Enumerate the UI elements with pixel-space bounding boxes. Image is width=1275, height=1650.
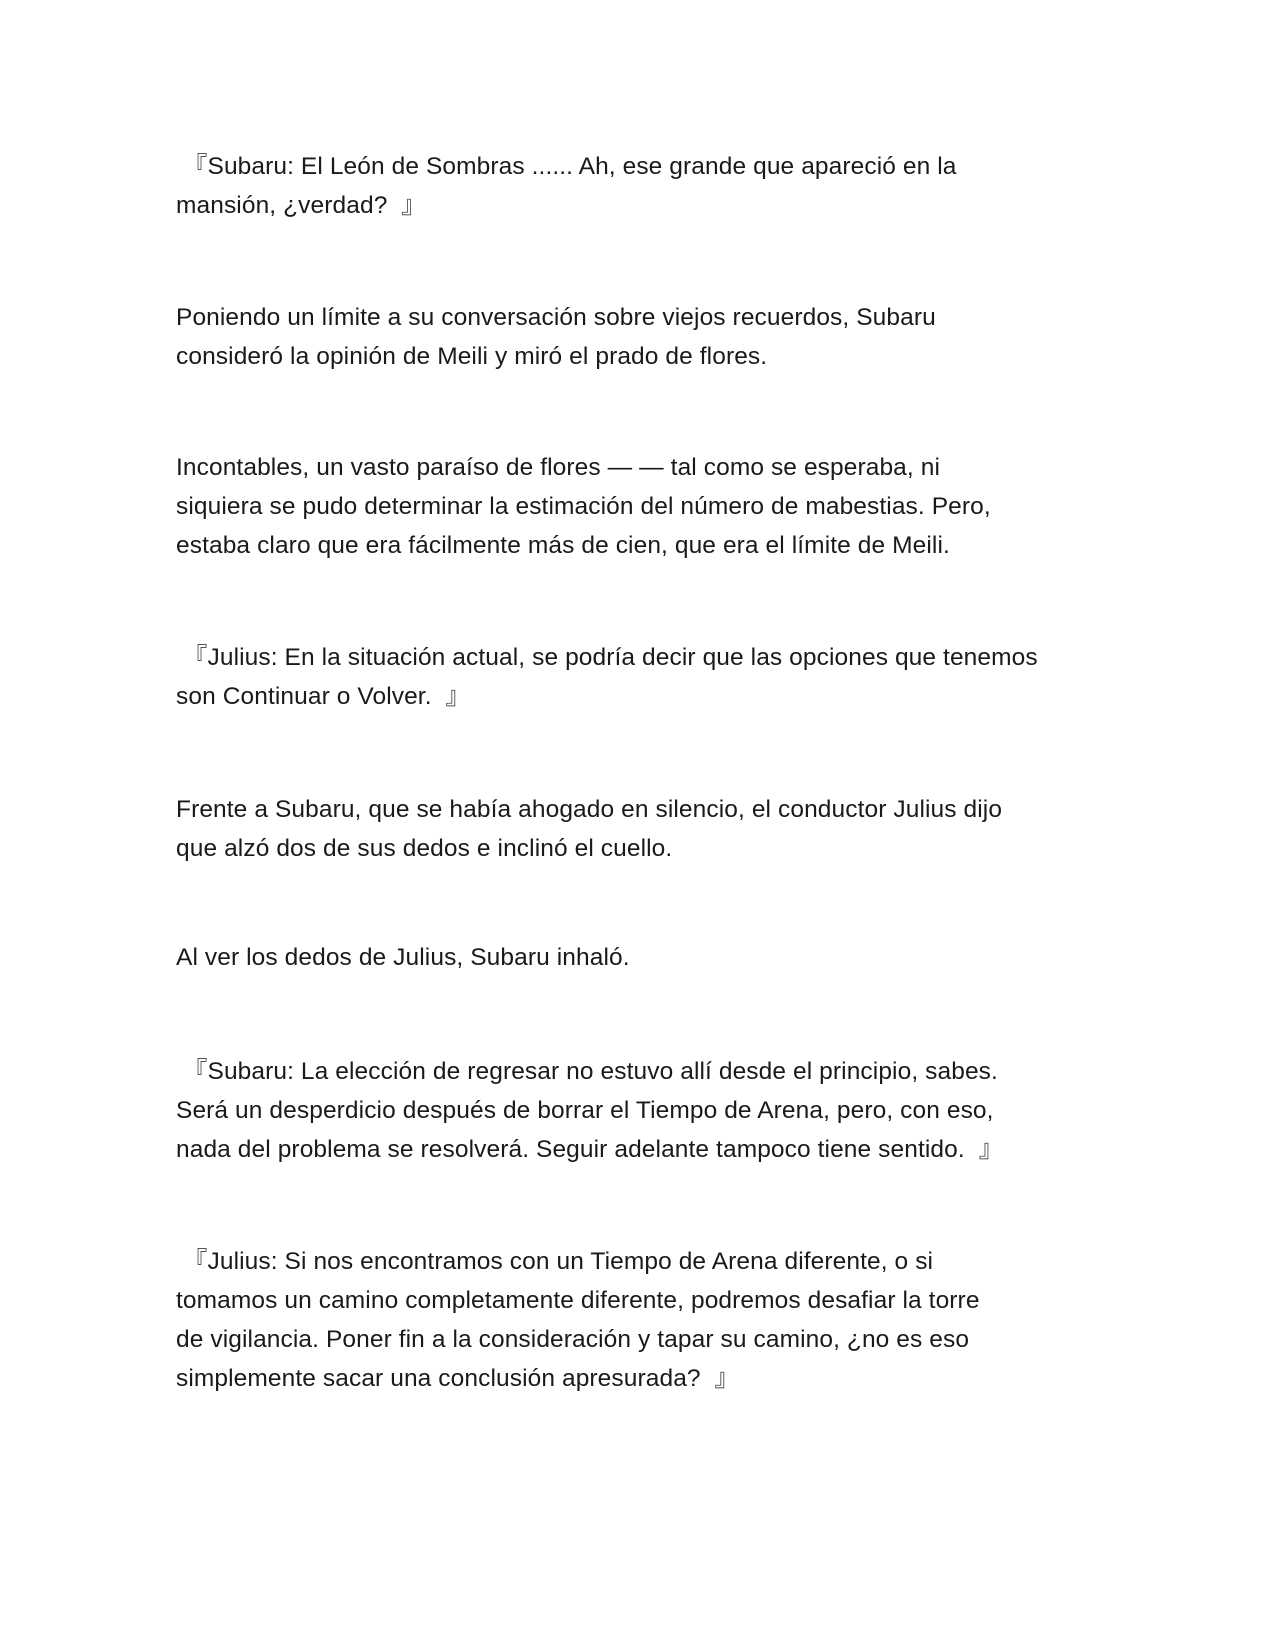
narration-paragraph: Al ver los dedos de Julius, Subaru inhaló. bbox=[176, 944, 630, 971]
narration-paragraph: Poniendo un límite a su conversación sobre viejos recuerdos, Subaru consideró la opinión de Meili y miró el prado de flores. bbox=[176, 304, 936, 370]
dialogue-paragraph: 『Subaru: El León de Sombras ...... Ah, ese grande que apareció en la mansión, ¿verdad? 』 bbox=[176, 153, 957, 219]
narration-paragraph: Incontables, un vasto paraíso de flores — — tal como se esperaba, ni siquiera se pudo determinar la estimación del número de mabestias. Pero, estaba claro que era fácilmente más de cien, que era el límite de Meili. bbox=[176, 454, 991, 559]
dialogue-paragraph: 『Julius: Si nos encontramos con un Tiempo de Arena diferente, o si tomamos un camino completamente diferente, podremos desafiar la torre de vigilancia. Poner fin a la consideración y tapar su camino, ¿no es eso simplemente sacar una conclusión apresurada? 』 bbox=[176, 1248, 980, 1392]
dialogue-paragraph: 『Julius: En la situación actual, se podría decir que las opciones que tenemos son Continuar o Volver. 』 bbox=[176, 644, 1038, 710]
dialogue-paragraph: 『Subaru: La elección de regresar no estuvo allí desde el principio, sabes. Será un desperdicio después de borrar el Tiempo de Arena, pero, con eso, nada del problema se resolverá. Seguir adelante tampoco tiene sentido. 』 bbox=[176, 1058, 1004, 1163]
narration-paragraph: Frente a Subaru, que se había ahogado en silencio, el conductor Julius dijo que alzó dos de sus dedos e inclinó el cuello. bbox=[176, 796, 1003, 862]
